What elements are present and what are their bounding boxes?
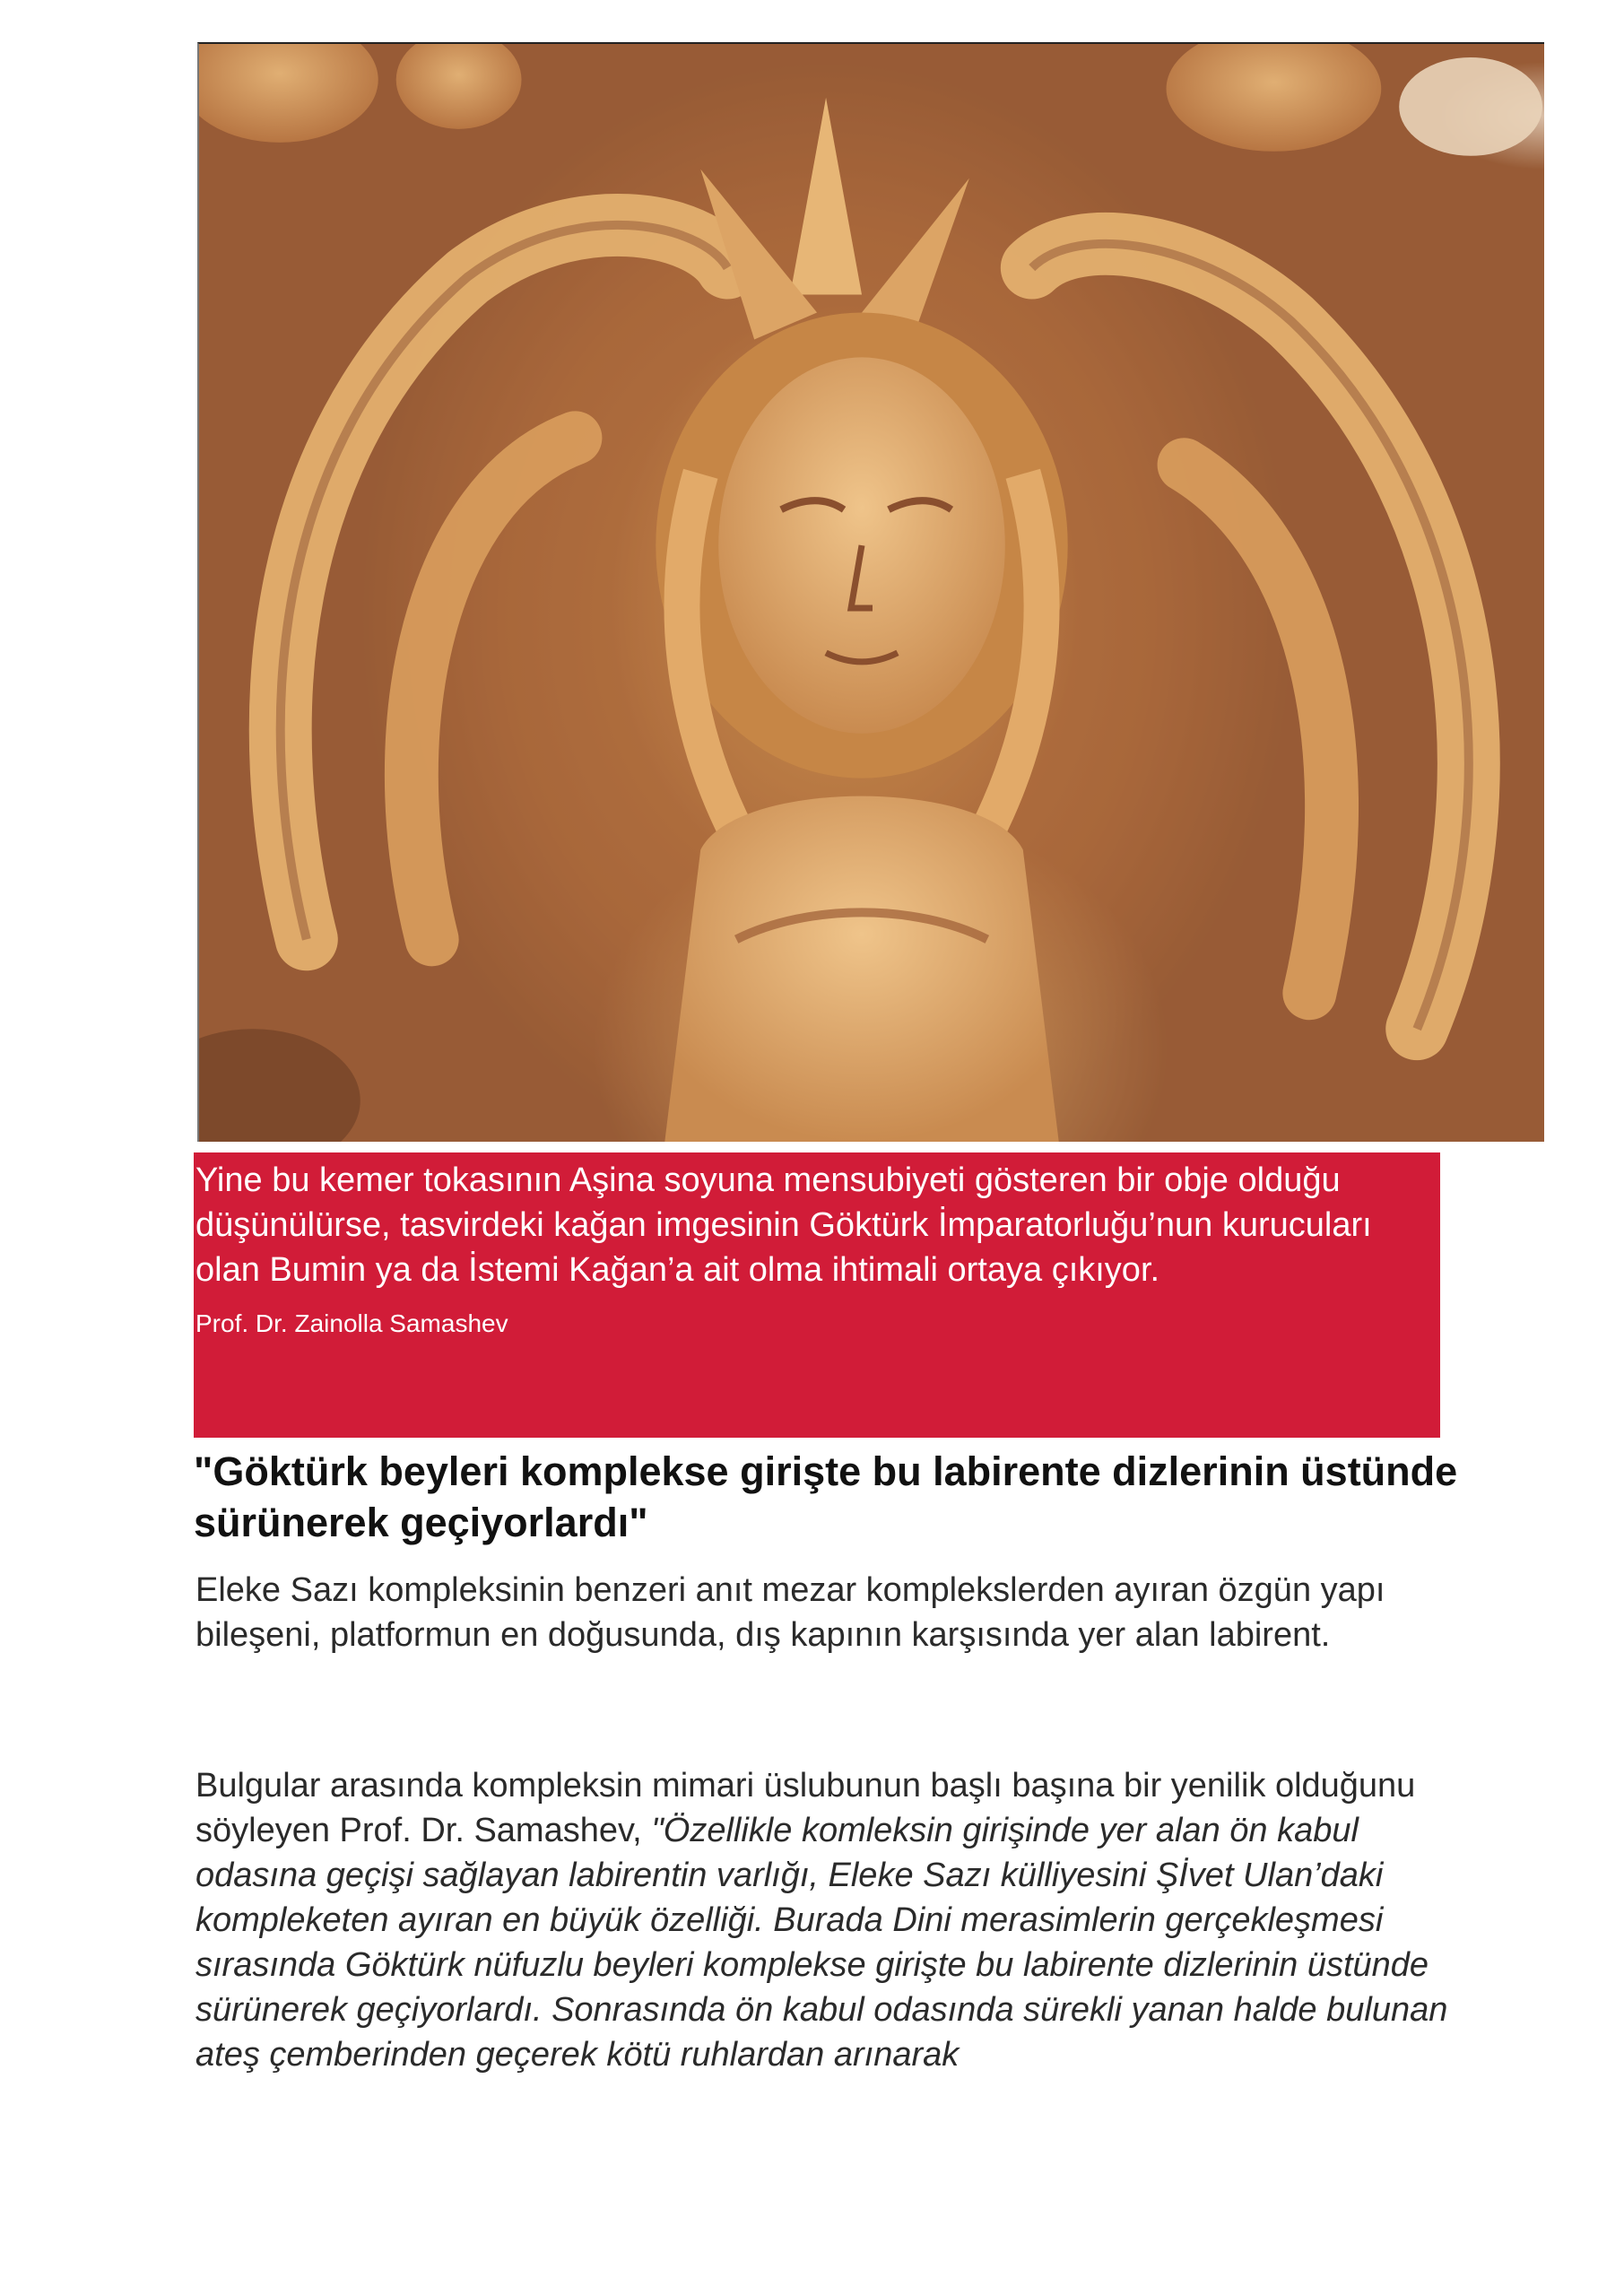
pull-quote-text: Yine bu kemer tokasının Aşina soyuna mensubiyeti gösteren bir obje olduğu düşünülürse, tasvirdeki kağan imgesinin Göktürk İmparatorluğu’nun kurucuları olan Bumin ya da İstemi Kağan’a ait olma ihtimali ortaya çıkıyor. <box>195 1161 1372 1289</box>
relief-figure-icon <box>199 44 1544 1142</box>
paragraph-1: Eleke Sazı kompleksinin benzeri anıt mezar komplekslerden ayıran özgün yapı bileşeni, platformun en doğusunda, dış kapının karşısında yer alan labirent. <box>195 1571 1385 1654</box>
paragraph-2 <box>195 1763 1469 2077</box>
pull-quote-author: Prof. Dr. Zainolla Samashev <box>195 1309 508 1337</box>
paragraph-2-quote: "Özellikle komleksin girişinde yer alan ön kabul odasına geçişi sağlayan labirentin varlığı, Eleke Sazı külliyesini Şİvet Ulan’daki kompleketen ayıran en büyük özelliği. Burada Dini merasimlerin gerçekleşmesi sırasında Göktürk nüfuzlu beyleri komplekse girişte bu labirente dizlerinin üstünde sürünerek geçiyorlardı. Sonrasında ön kabul odasında sürekli yanan halde bulunan ateş çemberinden geçerek kötü ruhlardan arınarak <box>195 1812 1448 2074</box>
relief-photo <box>197 42 1544 1142</box>
pull-quote <box>194 1152 1440 1438</box>
paragraph-2-intro: Bulgular arasında kompleksin mimari üslubunun başlı başına bir yenilik olduğunu söyleyen Prof. Dr. Samashev, <box>195 1767 1416 1849</box>
section-headline: "Göktürk beyleri komplekse girişte bu labirente dizlerinin üstünde sürünerek geçiyorlardı" <box>194 1448 1458 1545</box>
